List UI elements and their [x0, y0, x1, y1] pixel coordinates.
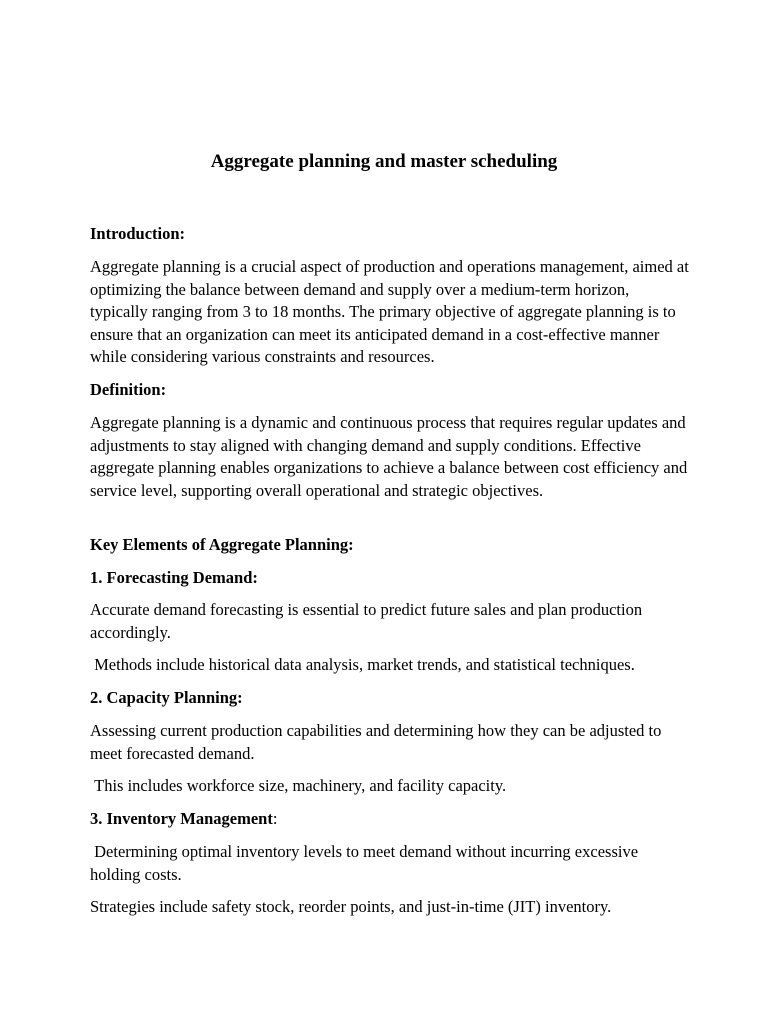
key-elements-heading: Key Elements of Aggregate Planning: [90, 535, 354, 554]
document-title: Aggregate planning and master scheduling [210, 151, 558, 172]
forecasting-demand-heading: 1. Forecasting Demand: [90, 568, 258, 587]
inventory-management-colon: : [272, 809, 278, 828]
capacity-planning-heading: 2. Capacity Planning: [90, 688, 243, 707]
forecasting-methods-paragraph: Methods include historical data analysis, market trends, and statistical techniques. [90, 655, 635, 674]
introduction-heading: Introduction: [90, 224, 186, 243]
definition-paragraph: Aggregate planning is a dynamic and continuous process that requires regular updates and adjustments to stay aligned with changing demand and supply conditions. Effective aggregate planning enables organizations to achieve a balance between cost efficiency and service level, supporting overall operational and strategic objectives. [90, 413, 688, 500]
inventory-management-heading: 3. Inventory Management [90, 809, 273, 828]
inventory-strategies-paragraph: Strategies include safety stock, reorder points, and just-in-time (JIT) inventory. [90, 897, 612, 916]
inventory-management-heading-line [90, 808, 690, 831]
introduction-paragraph: Aggregate planning is a crucial aspect of production and operations management, aimed at optimizing the balance between demand and supply over a medium-term horizon, typically ranging from 3 to 18 months. The primary objective of aggregate planning is to ensure that an organization can meet its anticipated demand in a cost-effective manner while considering various constraints and resources. [90, 257, 689, 366]
forecasting-demand-paragraph: Accurate demand forecasting is essential to predict future sales and plan production accordingly. [90, 600, 643, 642]
inventory-management-paragraph: Determining optimal inventory levels to meet demand without incurring excessive holding costs. [90, 842, 643, 884]
capacity-planning-paragraph: Assessing current production capabilities and determining how they can be adjusted to meet forecasted demand. [90, 721, 662, 763]
capacity-details-paragraph: This includes workforce size, machinery, and facility capacity. [90, 776, 507, 795]
definition-heading: Definition: [90, 380, 167, 399]
